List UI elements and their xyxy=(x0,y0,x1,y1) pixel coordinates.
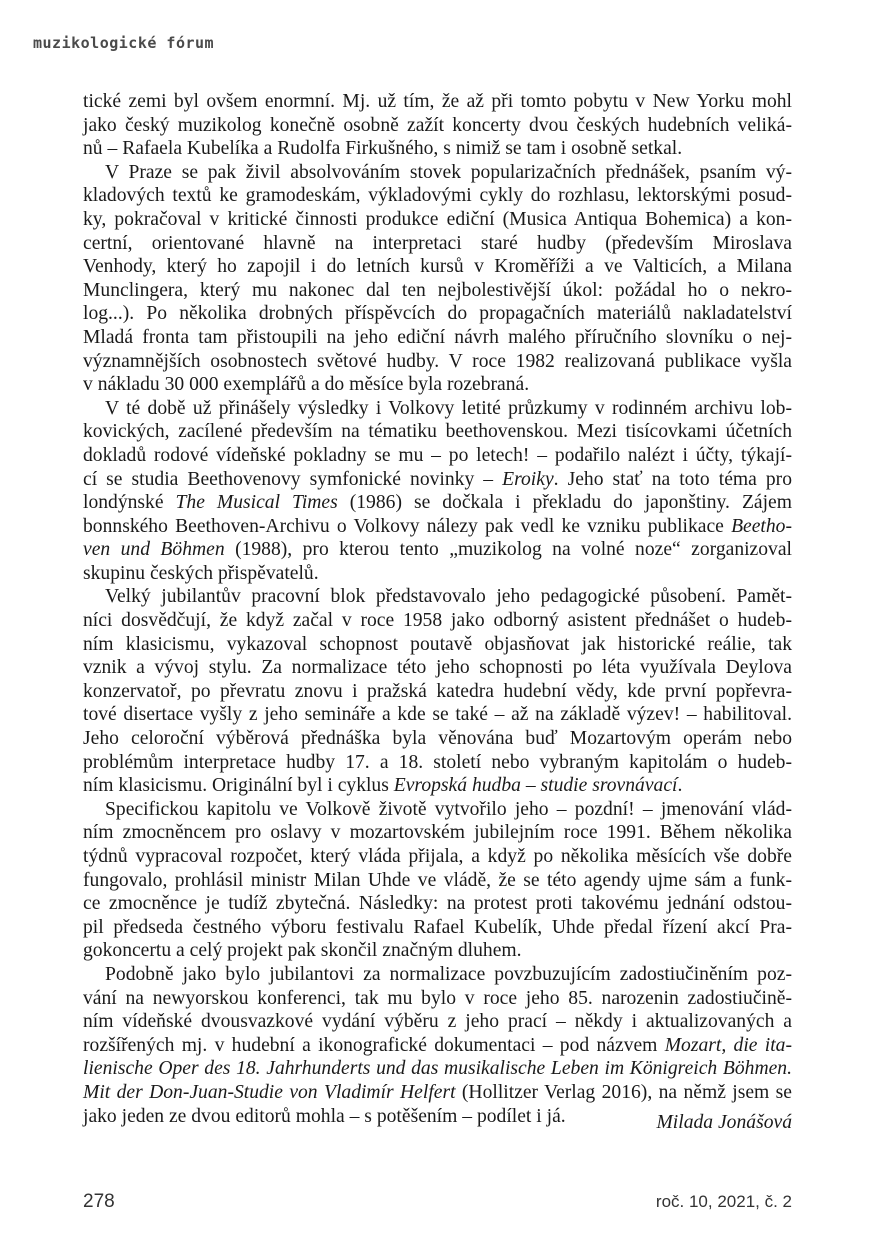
text-line: níci dosvědčují, že když začal v roce 1958 jako odborný asistent přednášet o hudeb- xyxy=(83,610,792,632)
text-segment: . xyxy=(677,775,683,797)
text-line: ním vídeňské dvousvazkové vydání výběru z jeho prací – někdy i aktualizovaných a xyxy=(83,1011,792,1033)
text-line: tické zemi byl ovšem enormní. Mj. už tím, že až při tomto pobytu v New Yorku mohl xyxy=(83,91,792,112)
issue-info: roč. 10, 2021, č. 2 xyxy=(655,1192,792,1211)
text-line: v nákladu 30 000 exemplářů a do měsíce byla rozebraná. xyxy=(83,374,530,396)
text-line: ním zmocněncem pro oslavy v mozartovském jubilejním roce 1991. Během několika xyxy=(83,822,792,844)
text-line: ky, pokračoval v kritické činnosti produkce ediční (Musica Antiqua Bohemica) a kon- xyxy=(83,208,792,230)
text-line: Velký jubilantův pracovní blok představovalo jeho pedagogické působení. Pamět- xyxy=(105,586,792,608)
paragraph-6 xyxy=(83,963,792,1128)
text-segment: londýnské xyxy=(83,492,176,514)
text-line xyxy=(83,1034,792,1058)
text-segment: . Jeho stať na toto téma pro xyxy=(553,468,792,490)
text-line: Jeho celoroční výběrová přednáška byla věnována buď Mozartovým operám nebo xyxy=(83,728,792,750)
paragraph-5 xyxy=(83,798,792,963)
text-line: jako jeden ze dvou editorů mohla – s potěšením – podílet i já. xyxy=(83,1105,566,1127)
text-line: problémům interpretace hudby 17. a 18. století nebo vybraným kapitolám o hudeb- xyxy=(83,751,792,773)
text-line: pil předseda čestného výboru festivalu Rafael Kubelík, Uhde předal řízení akcí Pra- xyxy=(83,916,792,938)
text-line: ce zmocněnce je tudíž zbytečná. Následky: na protest proti takovému jednání odstou- xyxy=(83,893,792,915)
text-line xyxy=(83,1081,792,1105)
text-segment: rozšířených mj. v hudební a ikonografické dokumentaci – pod názvem xyxy=(83,1034,665,1056)
book-title-mozart-a: Mozart, die ita- xyxy=(664,1034,792,1056)
text-line: kladových textů ke gramodeskám, výkladovými cykly do rozhlasu, lektorskými posud- xyxy=(83,185,792,207)
paragraph-3 xyxy=(83,397,792,586)
text-line: významnějších osobnostech světové hudby. V roce 1982 realizovaná publikace vyšla xyxy=(83,350,792,372)
journal-header-title: muzikologické fórum xyxy=(33,34,215,52)
text-line: konzervatoř, po převratu znovu i pražská katedra hudební vědy, kde první popřevra- xyxy=(83,680,792,702)
text-segment: (1986) se dočkala i překladu do japonštiny. Zájem xyxy=(337,492,792,514)
text-line: kovických, zacílené především na tématiku beethovenskou. Mezi tisícovkami účetních xyxy=(83,421,792,443)
text-line: V Praze se pak živil absolvováním stovek popularizačních přednášek, psaním vý- xyxy=(105,161,792,183)
text-line: ním klasicismu, vykazoval schopnost poutavě objasňovat jak historické reálie, tak xyxy=(83,633,792,655)
book-title-mozart-c: Mit der Don-Juan-Studie von Vladimír Helfert xyxy=(83,1081,456,1103)
text-line: nů – Rafaela Kubelíka a Rudolfa Firkušného, s nimiž se tam i osobně setkal. xyxy=(83,138,683,160)
text-line: skupinu českých přispěvatelů. xyxy=(83,562,319,584)
author-signature: Milada Jonášová xyxy=(656,1112,792,1133)
book-title-beethoven-a: Beetho- xyxy=(731,515,792,537)
text-line: Venhody, který ho zapojil i do letních kursů v Kroměříži a ve Valticích, a Milana xyxy=(83,256,792,278)
text-line xyxy=(83,491,792,515)
text-line: Munclingera, který mu nakonec dal ten nejbolestivější úkol: požádal ho o nekro- xyxy=(83,279,792,301)
text-line: týdnů vypracoval rozpočet, který vláda přijala, a když po několika měsících vše dobře xyxy=(83,846,792,867)
text-line: vání na newyorskou konferenci, tak mu bylo v roce jeho 85. narozenin zadostiučině- xyxy=(83,987,792,1009)
article-body xyxy=(83,90,792,1128)
text-segment: bonnského Beethoven-Archivu o Volkovy nálezy pak vedl ke vzniku publikace xyxy=(83,515,732,537)
paragraph-4 xyxy=(83,585,792,797)
text-line xyxy=(83,774,792,798)
text-line xyxy=(83,515,792,539)
text-line: log...). Po několika drobných příspěvcích do propagačních materiálů nakladatelství xyxy=(83,303,792,325)
text-line: V té době už přinášely výsledky i Volkovy letité průzkumy v rodinném archivu lob- xyxy=(105,397,792,419)
text-line xyxy=(83,1057,792,1081)
text-line: Specifickou kapitolu ve Volkově životě vytvořilo jeho – pozdní! – jmenování vlád- xyxy=(105,798,792,820)
text-line: Podobně jako bylo jubilantovi za normalizace povzbuzujícím zadostiučiněním poz- xyxy=(105,963,792,985)
book-title-beethoven-b: ven und Böhmen xyxy=(83,539,225,561)
text-line: vznik a vývoj stylu. Za normalizace této jeho schopnosti po léta využívala Deylova xyxy=(83,657,792,679)
text-line: certní, orientované hlavně na interpretaci staré hudby (především Miroslava xyxy=(83,232,792,254)
work-title-eroiky: Eroiky xyxy=(502,468,554,490)
text-line xyxy=(83,538,792,562)
text-line: fungovalo, prohlásil ministr Milan Uhde ve vládě, že se této agendy ujme sám a funk- xyxy=(83,869,792,891)
text-segment: cí se studia Beethovenovy symfonické novinky – xyxy=(83,468,503,490)
page-number: 278 xyxy=(83,1191,115,1212)
paragraph-1 xyxy=(83,90,792,161)
text-segment: (1988), pro kterou tento „muzikolog na volné noze“ zorganizoval xyxy=(224,539,792,561)
course-title: Evropská hudba – studie srovnávací xyxy=(393,775,678,797)
book-title-mozart-b: lienische Oper des 18. Jahrhunderts und das musikalische Leben im Königreich Böhmen. xyxy=(83,1058,792,1080)
text-segment: (Hollitzer Verlag 2016), na němž jsem se xyxy=(455,1081,792,1103)
text-segment: ním klasicismu. Originální byl i cyklus xyxy=(83,775,394,797)
text-line xyxy=(83,468,792,492)
text-line: dokladů rodové vídeňské pokladny se mu – po letech! – podařilo nalézt i účty, týkají- xyxy=(83,444,792,466)
text-line: tové disertace vyšly z jeho semináře a kde se také – až na základě výzev! – habilitoval. xyxy=(83,704,792,726)
text-line: jako český muzikolog konečně osobně zažít koncerty dvou českých hudebních veliká- xyxy=(83,114,792,136)
journal-title-musical-times: The Musical Times xyxy=(175,492,338,514)
text-line: gokoncertu a celý projekt pak skončil značným dluhem. xyxy=(83,940,522,962)
text-line: Mladá fronta tam přistoupili na jeho ediční návrh malého příručního slovníku o nej- xyxy=(83,326,792,348)
paragraph-2 xyxy=(83,161,792,397)
